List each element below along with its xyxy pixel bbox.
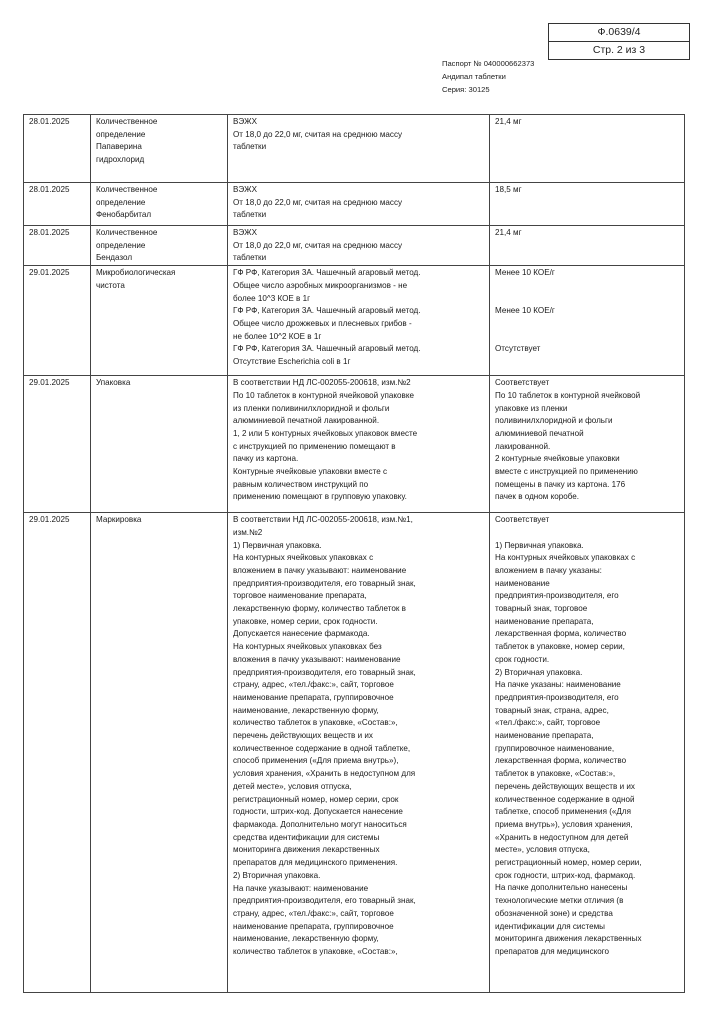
cell-line: лекарственную форму, количество таблеток в	[233, 604, 406, 614]
cell-line: В соответствии НД ЛС-002055-200618, изм.№1,	[233, 515, 413, 525]
product-name: Андипал таблетки	[442, 72, 506, 81]
cell-line: 2 контурные ячейковые упаковки	[495, 454, 620, 464]
cell-line: детей месте», условия отпуска,	[233, 781, 352, 791]
cell-text: 28.01.2025	[29, 117, 70, 126]
cell-line: Количественное	[96, 228, 158, 237]
cell-line: количественное содержание в одной	[495, 794, 635, 804]
cell-line: По 10 таблеток в контурной ячейковой упаковке	[233, 390, 414, 400]
cell-line: страну, адрес, «тел./факс:», сайт, торговое	[233, 680, 394, 690]
cell-line: пачку из картона.	[233, 454, 299, 464]
cell-line: алюминиевой печатной	[495, 428, 584, 438]
cell-line: регистрационный номер, номер серии, срок	[233, 794, 399, 804]
cell-line: алюминиевой печатной лакированной.	[233, 416, 380, 426]
cell-line: ВЭЖХ	[233, 185, 257, 194]
analysis-table	[23, 114, 685, 993]
cell-line: Упаковка	[96, 378, 131, 388]
cell-line: Менее 10 КОЕ/г	[495, 268, 555, 278]
table-row	[24, 115, 685, 183]
result-cell	[490, 376, 685, 513]
cell-line: «Хранить в недоступном для детей	[495, 832, 629, 842]
cell-line: мониторинга движения лекарственных	[495, 934, 642, 944]
cell-line	[495, 293, 679, 306]
cell-line: чистота	[96, 280, 125, 290]
cell-line: На пачке дополнительно нанесены	[495, 883, 628, 893]
cell-line: предприятия-производителя, его товарный знак,	[233, 667, 416, 677]
cell-line: вложения в пачку указывают: наименование	[233, 654, 401, 664]
form-code-box	[548, 23, 690, 60]
cell-line: 21,4 мг	[495, 228, 522, 237]
cell-line: От 18,0 до 22,0 мг, считая на среднюю массу	[233, 197, 403, 207]
cell-line: 18,5 мг	[495, 185, 522, 194]
requirement-cell	[228, 226, 490, 266]
indicator-cell	[91, 376, 228, 513]
cell-line: лекарственная форма, количество	[495, 756, 627, 766]
cell-line: лакированной.	[495, 441, 551, 451]
cell-line: Соответствует	[495, 378, 550, 388]
cell-line: из пленки поливинилхлоридной и фольги	[233, 403, 390, 413]
cell-line: предприятия-производителя, его	[495, 692, 619, 702]
result-cell	[490, 226, 685, 266]
cell-line: таблетки	[233, 142, 267, 152]
indicator-cell	[91, 115, 228, 183]
cell-line: «тел./факс:», сайт, торговое	[495, 718, 601, 728]
cell-line: В соответствии НД ЛС-002055-200618, изм.№2	[233, 378, 411, 388]
cell-line: таблеток в упаковке, «Состав:»,	[495, 769, 616, 779]
cell-line: условия хранения, «Хранить в недоступном для	[233, 769, 416, 779]
cell-line: таблеток в упаковке, номер серии,	[495, 642, 625, 652]
cell-line: количественное содержание в одной таблетке,	[233, 743, 411, 753]
cell-line: обозначенной зоне) и средства	[495, 908, 613, 918]
cell-line: ГФ РФ, Категория 3А. Чашечный агаровый метод.	[233, 344, 421, 354]
table-row	[24, 376, 685, 513]
requirement-cell	[228, 115, 490, 183]
requirement-cell	[228, 266, 490, 376]
cell-line: срок годности, штрих-код, фармакод.	[495, 870, 636, 880]
cell-line: определение	[96, 129, 146, 139]
cell-line: На контурных ячейковых упаковках с	[233, 553, 374, 563]
table-row	[24, 513, 685, 993]
cell-text: 28.01.2025	[29, 185, 70, 194]
cell-line: От 18,0 до 22,0 мг, считая на среднюю массу	[233, 240, 403, 250]
cell-line: таблетки	[233, 253, 267, 263]
cell-line: годности, штрих-код. Допускается нанесение	[233, 807, 403, 817]
cell-line: наименование препарата, группировочное	[233, 692, 394, 702]
cell-line: предприятия-производителя, его	[495, 591, 619, 601]
cell-line: 1) Первичная упаковка.	[495, 540, 584, 550]
cell-line: фармакода. Дополнительно могут наноситься	[233, 819, 407, 829]
cell-line: торговое наименование препарата,	[233, 591, 367, 601]
cell-line: препаратов для медицинского	[495, 947, 610, 956]
cell-line: предприятия-производителя, его товарный знак,	[233, 578, 416, 588]
cell-line: На пачке указаны: наименование	[495, 680, 621, 690]
cell-line: таблетке, способ применения («Для	[495, 807, 631, 817]
cell-line: средства идентификации для системы	[233, 832, 380, 842]
cell-line: Микробиологическая	[96, 268, 176, 278]
page-number: Стр. 2 из 3	[549, 41, 689, 59]
cell-line: Папаверина	[96, 142, 142, 152]
result-cell	[490, 266, 685, 376]
cell-line: 1) Первичная упаковка.	[233, 540, 322, 550]
table-row	[24, 183, 685, 226]
result-cell	[490, 183, 685, 226]
cell-text: 29.01.2025	[29, 378, 70, 388]
cell-line: пачек в одном коробе.	[495, 492, 580, 502]
indicator-cell	[91, 266, 228, 376]
cell-line: количество таблеток в упаковке, «Состав:»,	[233, 718, 398, 728]
cell-line: определение	[96, 240, 146, 250]
cell-line: изм.№2	[233, 527, 263, 537]
cell-line: 1, 2 или 5 контурных ячейковых упаковок вместе	[233, 428, 418, 438]
cell-line: Количественное	[96, 117, 158, 126]
cell-line: Отсутствует	[495, 344, 541, 354]
cell-line: 2) Вторичная упаковка.	[233, 870, 321, 880]
date-cell	[24, 183, 91, 226]
indicator-cell	[91, 183, 228, 226]
cell-line: 21,4 мг	[495, 117, 522, 126]
result-cell	[490, 115, 685, 183]
cell-line: с инструкцией по применению помещают в	[233, 441, 396, 451]
cell-line: ГФ РФ, Категория 3А. Чашечный агаровый метод.	[233, 268, 421, 278]
cell-line: От 18,0 до 22,0 мг, считая на среднюю массу	[233, 129, 403, 139]
cell-line: таблетки	[233, 210, 267, 220]
cell-line: Фенобарбитал	[96, 210, 152, 220]
cell-line: Допускается нанесение фармакода.	[233, 629, 370, 639]
cell-line: определение	[96, 197, 146, 207]
cell-line: страну, адрес, «тел./факс:», сайт, торговое	[233, 908, 394, 918]
table-row	[24, 266, 685, 376]
cell-line: мониторинга движения лекарственных	[233, 845, 380, 855]
cell-line: наименование препарата,	[495, 731, 594, 741]
cell-line	[495, 280, 679, 293]
cell-line: 2) Вторичная упаковка.	[495, 667, 583, 677]
cell-line: По 10 таблеток в контурной ячейковой	[495, 390, 641, 400]
cell-line: предприятия-производителя, его товарный знак,	[233, 896, 416, 906]
cell-line: На контурных ячейковых упаковках с	[495, 553, 636, 563]
cell-line	[495, 318, 679, 331]
cell-line: регистрационный номер, номер серии,	[495, 858, 642, 868]
cell-line: способ применения («Для приема внутрь»),	[233, 756, 399, 766]
cell-line: наименование	[495, 578, 550, 588]
cell-line: не более 10^2 КОЕ в 1г	[233, 331, 322, 341]
cell-line: равным количеством инструкций по	[233, 479, 369, 489]
requirement-cell	[228, 513, 490, 993]
cell-line: наименование препарата,	[495, 616, 594, 626]
cell-line: На контурных ячейковых упаковках без	[233, 642, 382, 652]
cell-line	[495, 331, 679, 344]
requirement-cell	[228, 376, 490, 513]
passport-number: Паспорт № 040000662373	[442, 59, 535, 68]
cell-line	[495, 527, 679, 540]
cell-line: упаковке, номер серии, срок годности.	[233, 616, 378, 626]
indicator-cell	[91, 513, 228, 993]
date-cell	[24, 115, 91, 183]
cell-line: Бендазол	[96, 253, 133, 263]
result-cell	[490, 513, 685, 993]
cell-line: технологические метки отличия (в	[495, 896, 624, 906]
cell-line: Общее число дрожжевых и плесневых грибов -	[233, 318, 412, 328]
passport-header	[442, 57, 534, 96]
cell-line: вложением в пачку указаны:	[495, 565, 602, 575]
cell-line: перечень действующих веществ и их	[233, 731, 373, 741]
cell-line: упаковке из пленки	[495, 403, 568, 413]
date-cell	[24, 226, 91, 266]
cell-line: Контурные ячейковые упаковки вместе с	[233, 467, 388, 477]
cell-line: Маркировка	[96, 515, 142, 525]
cell-line: Менее 10 КОЕ/г	[495, 306, 555, 316]
cell-line: На пачке указывают: наименование	[233, 883, 369, 893]
date-cell	[24, 266, 91, 376]
cell-text: 29.01.2025	[29, 268, 70, 278]
cell-line: наименование, лекарственную форму,	[233, 705, 379, 715]
cell-line: Общее число аэробных микроорганизмов - не	[233, 280, 408, 290]
cell-line: вместе с инструкцией по применению	[495, 467, 638, 477]
date-cell	[24, 513, 91, 993]
requirement-cell	[228, 183, 490, 226]
cell-line: более 10^3 КОЕ в 1г	[233, 293, 311, 303]
cell-line: приема внутрь»), условия хранения,	[495, 819, 633, 829]
cell-line: вложением в пачку указывают: наименование	[233, 565, 407, 575]
cell-line: товарный знак, торговое	[495, 604, 588, 614]
cell-line: лекарственная форма, количество	[495, 629, 627, 639]
cell-line: ВЭЖХ	[233, 228, 257, 237]
cell-line: применению помещают в групповую упаковку.	[233, 492, 407, 502]
cell-line: Соответствует	[495, 515, 550, 525]
cell-line: месте», условия отпуска,	[495, 845, 590, 855]
cell-line: товарный знак, страна, адрес,	[495, 705, 609, 715]
cell-line: помещены в пачку из картона. 176	[495, 479, 626, 489]
cell-line: Отсутствие Escherichia coli в 1г	[233, 357, 351, 367]
cell-line: препаратов для медицинского применения.	[233, 858, 398, 868]
cell-line: наименование препарата, группировочное	[233, 921, 394, 931]
date-cell	[24, 376, 91, 513]
cell-line: Количественное	[96, 185, 158, 194]
table-row	[24, 226, 685, 266]
cell-line: количество таблеток в упаковке, «Состав:»,	[233, 947, 398, 957]
form-code: Ф.0639/4	[597, 26, 641, 38]
cell-line: перечень действующих веществ и их	[495, 781, 635, 791]
cell-line: идентификации для системы	[495, 921, 605, 931]
cell-line: ВЭЖХ	[233, 117, 257, 126]
cell-text: 29.01.2025	[29, 515, 70, 525]
cell-text: 28.01.2025	[29, 228, 70, 237]
cell-line: срок годности.	[495, 654, 550, 664]
cell-line: ГФ РФ, Категория 3А. Чашечный агаровый метод.	[233, 306, 421, 316]
cell-line: гидрохлорид	[96, 155, 145, 165]
cell-line: группировочное наименование,	[495, 743, 615, 753]
cell-line: наименование, лекарственную форму,	[233, 934, 379, 944]
cell-line: поливинилхлоридной и фольги	[495, 416, 613, 426]
indicator-cell	[91, 226, 228, 266]
series-number: Серия: 30125	[442, 85, 490, 94]
